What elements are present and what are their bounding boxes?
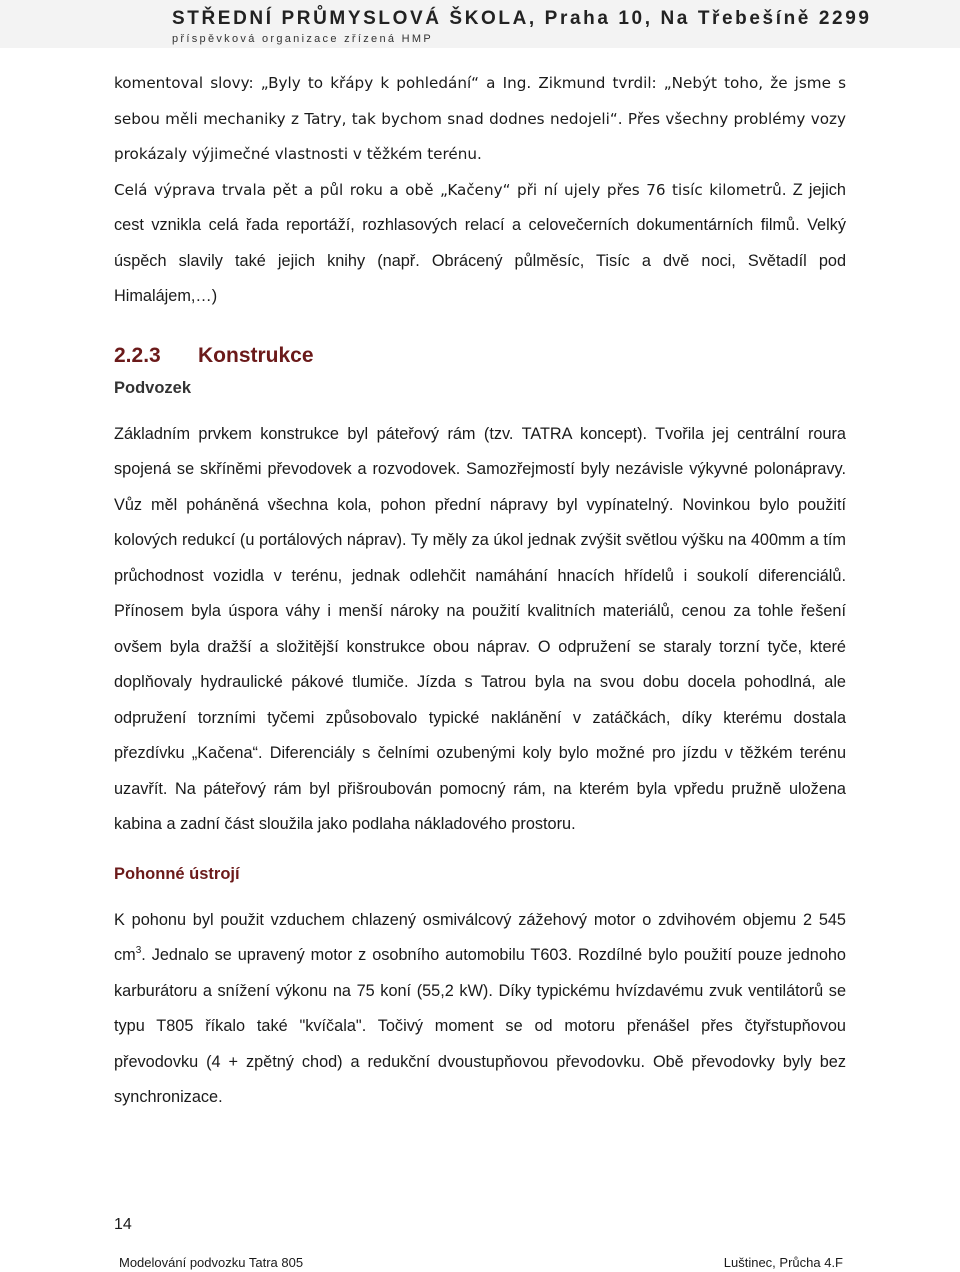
paragraph-expedition-quote xyxy=(114,66,846,173)
footer-document-title: Modelování podvozku Tatra 805 xyxy=(119,1255,304,1270)
section-number: 2.2.3 xyxy=(114,343,161,367)
footer-authors: Luštinec, Průcha 4.F xyxy=(723,1255,843,1270)
document-body xyxy=(114,66,846,1116)
section-title: Konstrukce xyxy=(198,343,314,367)
paragraph-text: Celá výprava trvala pět a půl roku a obě „Kačeny“ při ní ujely přes 76 tisíc kilometrů. xyxy=(114,180,787,199)
superscript: 3 xyxy=(135,945,142,956)
spacer xyxy=(114,405,846,417)
subheading-powertrain: Pohonné ústrojí xyxy=(114,864,240,883)
page-number: 14 xyxy=(114,1216,132,1233)
paragraph-text: K pohonu byl použit vzduchem chlazený osmiválcový zážehový motor o zdvihovém objemu 2 545 cm xyxy=(114,910,846,964)
section-heading xyxy=(114,341,846,371)
subheading-podvozek: Podvozek xyxy=(114,378,192,397)
page-header xyxy=(0,0,960,48)
paragraph-text: Obrácený půlměsíc, Tisíc a dvě noci, Světadíl pod Himalájem,…) xyxy=(114,251,846,305)
school-name: STŘEDNÍ PRŮMYSLOVÁ ŠKOLA, Praha 10, Na Třebešíně 2299 xyxy=(172,8,872,29)
spacer xyxy=(114,843,846,857)
paragraph-text: . Jednalo se upravený motor z osobního automobilu T603. Rozdílné bylo použití pouze jednoho karburátoru a snížení výkonu na 75 koní (55,2 kW). Díky typickému hvízdavému zvuk ventilátorů se typu T805 říkalo také "kvíčala". Točivý moment se od motoru přenášel přes čtyřstupňovou převodovku (4 + zpětný chod) a redukční dvoustupňovou převodovku. Obě převodovky byly bez synchronizace. xyxy=(114,946,846,1106)
paragraph-text: komentoval slovy: „Byly to křápy k pohledání“ a Ing. Zikmund tvrdil: „Nebýt toho, že jsme s sebou měli mechaniky z Tatry, tak bychom snad dodnes nedojeli“. Přes všechny problémy vozy prokázaly výjimečné vlastnosti v těžkém terénu. xyxy=(114,74,846,163)
paragraph-text: Z jejich cest vznikla celá řada reportáží, rozhlasových relací a celovečerních dokumentárních filmů. Velký úspěch slavily také jejich knihy (např. xyxy=(114,180,846,270)
paragraph-chassis: Základním prvkem konstrukce byl páteřový rám (tzv. TATRA koncept). Tvořila jej centrální roura spojená se skříněmi převodovek a rozvodovek. Samozřejmostí byly nezávisle výkyvné polonápravy. Vůz měl poháněná všechna kola, pohon přední nápravy byl vypínatelný. Novinkou bylo použití kolových redukcí (u portálových náprav). Ty měly za úkol jednak zvýšit světlou výšku na 400mm a tím průchodnost vozidla v terénu, jednak odlehčit namáhání hnacích hřídelů i soukolí diferenciálů. Přínosem byla úspora váhy i menší nároky na použití kvalitních materiálů, cenou za tohle řešení ovšem byla dražší a složitější konstrukce obou náprav. O odpružení se staraly torzní tyče, které doplňovaly hydraulické pákové tlumiče. Jízda s Tatrou byla na svou dobu docela pohodlná, ale odpružení torzními tyčemi způsobovalo typické naklánění v zatáčkách, díky kterému dostala přezdívku „Kačena“. Diferenciály s čelními ozubenými koly bylo možné pro jízdu v těžkém terénu uzavřít. Na páteřový rám byl přišroubován pomocný rám, na kterém byla vpředu pružně uložena kabina a zadní část sloužila jako podlaha nákladového prostoru. xyxy=(114,424,846,833)
school-subtitle: příspěvková organizace zřízená HMP xyxy=(172,33,434,45)
paragraph-expedition-summary xyxy=(114,173,846,315)
paragraph-powertrain xyxy=(114,903,846,1116)
spacer xyxy=(114,891,846,903)
